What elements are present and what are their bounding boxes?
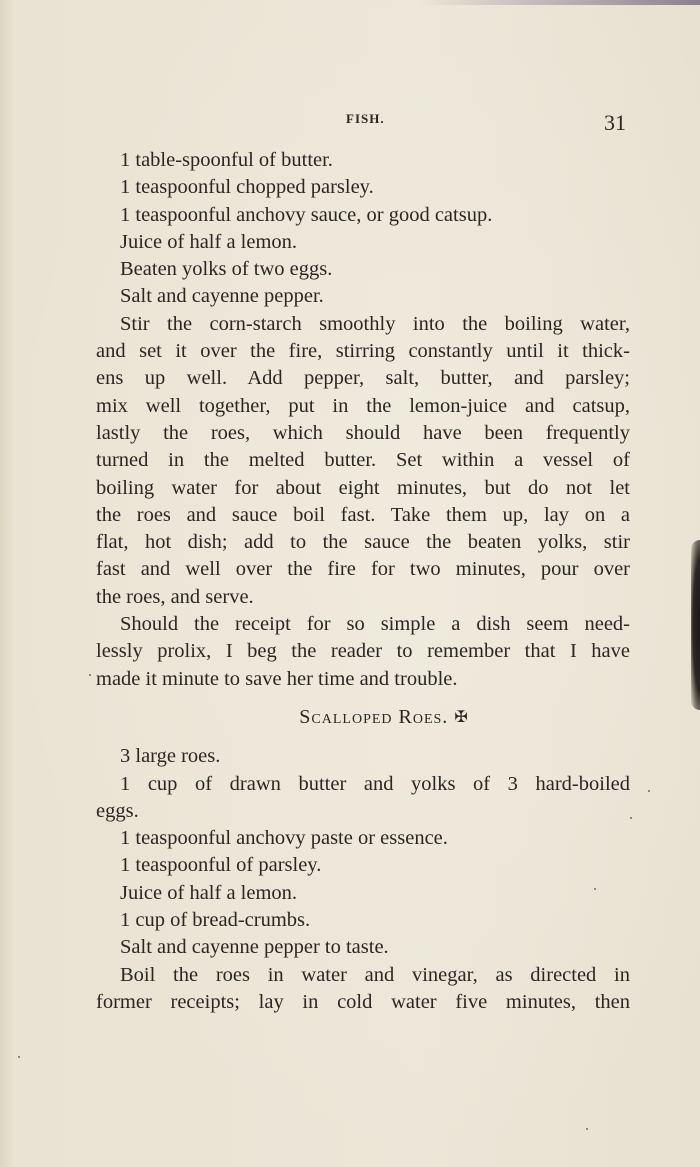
paragraph-line: Should the receipt for so simple a dish seem need-: [120, 613, 630, 636]
section-title: Scalloped Roes.: [299, 705, 449, 728]
ingredient-line: Salt and cayenne pepper.: [120, 285, 324, 308]
paper-speck: [18, 1056, 20, 1058]
page-top-edge: [420, 0, 700, 5]
paragraph-line: Stir the corn-starch smoothly into the boiling water,: [120, 312, 630, 335]
paragraph-line: the roes, and serve.: [96, 585, 254, 608]
paragraph-line: flat, hot dish; add to the sauce the beaten yolks, stir: [96, 531, 630, 554]
paragraph-line: and set it over the fire, stirring constantly until it thick-: [96, 340, 630, 363]
page-number: 31: [604, 110, 626, 135]
cross-ornament-icon: ✠: [454, 708, 469, 726]
ingredient-line: 1 teaspoonful of parsley.: [120, 854, 322, 877]
paragraph-line: former receipts; lay in cold water five minutes, then: [96, 990, 630, 1013]
ingredient-line: 1 teaspoonful anchovy sauce, or good catsup.: [120, 203, 493, 226]
paragraph-line: Boil the roes in water and vinegar, as directed in: [120, 963, 630, 986]
page-body: [96, 147, 630, 1016]
paragraph-line: lastly the roes, which should have been frequently: [96, 421, 630, 444]
ingredient-line: 1 cup of drawn butter and yolks of 3 hard-boiled: [120, 772, 630, 795]
paper-speck: [630, 817, 632, 819]
paragraph-line: mix well together, put in the lemon-juice and catsup,: [96, 394, 630, 417]
paper-speck: [648, 790, 650, 792]
paragraph-line: lessly prolix, I beg the reader to remember that I have: [96, 640, 630, 663]
paragraph-line: turned in the melted butter. Set within a vessel of: [96, 449, 630, 472]
ingredient-line: 1 table-spoonful of butter.: [120, 149, 333, 171]
paragraph-line: fast and well over the fire for two minutes, pour over: [96, 558, 630, 581]
section-heading: [96, 704, 630, 731]
ingredient-line: 1 teaspoonful anchovy paste or essence.: [120, 827, 448, 850]
ingredient-line: Salt and cayenne pepper to taste.: [120, 936, 389, 959]
paragraph-line: made it minute to save her time and trouble.: [96, 667, 458, 690]
ingredient-line: eggs.: [96, 799, 139, 822]
paper-speck: [594, 888, 596, 890]
paper-speck: [89, 674, 91, 676]
ingredient-line: Juice of half a lemon.: [120, 230, 298, 253]
paragraph-line: boiling water for about eight minutes, but do not let: [96, 476, 630, 499]
paper-speck: [586, 1128, 588, 1130]
ingredient-line: 1 teaspoonful chopped parsley.: [120, 176, 374, 199]
ingredient-line: Juice of half a lemon.: [120, 881, 298, 904]
running-head: FISH.: [346, 111, 385, 126]
paragraph-line: the roes and sauce boil fast. Take them up, lay on a: [96, 503, 630, 526]
ingredient-line: Beaten yolks of two eggs.: [120, 258, 333, 281]
paragraph-line: ens up well. Add pepper, salt, butter, and parsley;: [96, 367, 630, 390]
ingredient-line: 3 large roes.: [120, 745, 221, 768]
ingredient-line: 1 cup of bread-crumbs.: [120, 909, 311, 932]
binding-shadow: [691, 540, 700, 710]
